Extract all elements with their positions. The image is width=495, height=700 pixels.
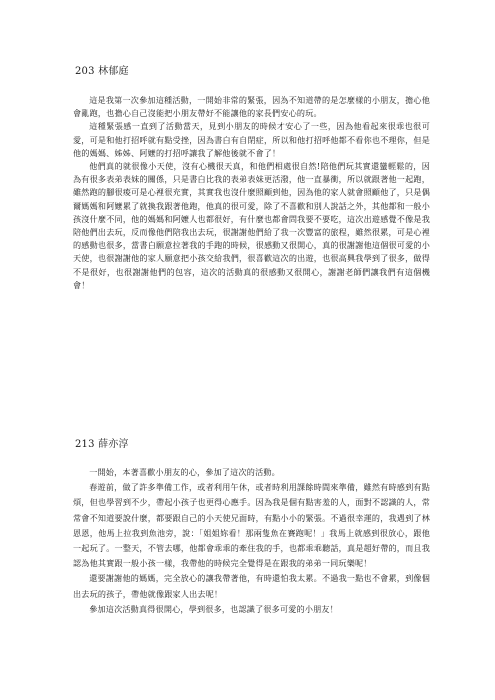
paragraph: 這種緊張感一直到了活動當天，見到小朋友的時候才安心了一些，因為他看起來很乖也很可愛，可是和他打招呼就有點受挫，因為書白有自閉症，所以和他打招呼他都不看你也不理你，但是他的媽媽、姊姊、阿嬤的打招呼讓我了解他後就不會了！ bbox=[73, 121, 430, 158]
paragraph: 春遊前，做了許多準備工作，或者利用午休，或者時利用課餘時間來準備，雖然有時感到有點煩，但也學習到不少，帶起小孩子也更得心應手。因為我是個有點害羞的人，面對不認識的人，常常會不知道要說什麼，都要跟自己的小天使兄面時，有點小小的緊張。不過很幸運的，我遇到了林恩恩，他馬上拉我到魚池旁，說：「姐姐妳看！那兩隻魚在賽跑呢！」我馬上就感到很放心，跟他一起玩了。一整天，不管去哪，他都會乖乖的牽住我的手，也都乖乖聽話，真是超好帶的，而且我認為他其實跟一般小孩一樣，我帶他的時候完全覺得是在跟我的弟弟一同玩樂呢！ bbox=[73, 482, 430, 569]
paragraph: 這是我第一次參加這種活動，一開始非常的緊張，因為不知道帶的是怎麼樣的小朋友，擔心他會亂跑，也擔心自己沒能把小朋友帶好不能讓他的家長們安心的玩。 bbox=[73, 95, 430, 119]
paragraph: 參加這次活動真得很開心，學到很多，也認識了很多可愛的小朋友！ bbox=[89, 603, 339, 614]
entry-body bbox=[73, 465, 430, 617]
paragraph: 他們真的就很像小天使，沒有心機很天真，和他們相處很自然!陪他們玩其實還蠻輕鬆的，因為有很多表弟表妹的關係，只是書白比我的表弟表妹更活潑，他一直暴衝，所以就跟著他一起跑，雖然跑的腳很痠可是心裡很充實，其實我也沒什麼照顧到他，因為他的家人就會照顧他了，只是偶爾媽媽和阿嬤累了就換我跟著他跑，他真的很可愛，除了不喜歡和別人說話之外，其他都和一般小孩沒什麼不同，他的媽媽和阿嬤人也都很好，有什麼也都會問我要不要吃，這次出遊感覺不像是我陪他們出去玩，反而像他們陪我出去玩，很謝謝他們給了我一次豐富的旅程，雖然很累，可是心裡的感動也很多，當書白願意拉著我的手跑的時候，很感動又很開心，真的很謝謝他這個很可愛的小天使，也很謝謝他的家人願意把小孩交給我們，很喜歡這次的出遊，也很高興我學到了很多，做得不是很好，也很謝謝他們的包容，這次的活動真的很感動又很開心，謝謝老師們讓我們有這個機會！ bbox=[73, 161, 430, 290]
paragraph: 還要謝謝他的媽媽，完全放心的讓我帶著他，有時還怕我太累。不過我一點也不會累，到像個出去玩的孩子，帶他就像跟家人出去呢！ bbox=[73, 573, 430, 599]
entry-body bbox=[73, 94, 430, 292]
reflection-entry-1 bbox=[73, 65, 430, 292]
paragraph: 一開始，本著喜歡小朋友的心，參加了這次的活動。 bbox=[89, 467, 280, 477]
entry-heading: 213 薛亦淳 bbox=[75, 439, 129, 450]
reflection-entry-2 bbox=[73, 438, 430, 617]
entry-heading: 203 林郁庭 bbox=[75, 66, 129, 77]
